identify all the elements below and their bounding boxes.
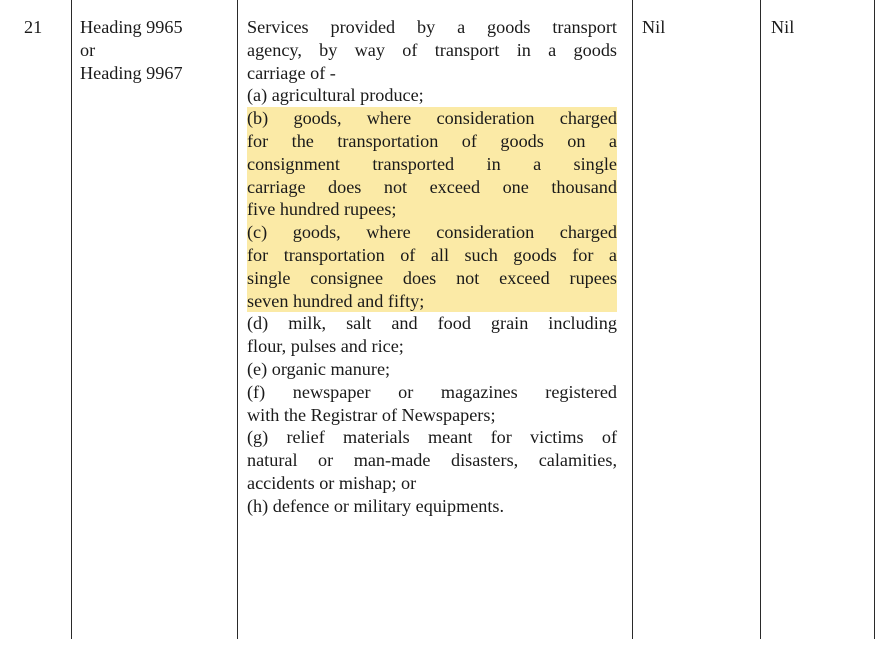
highlighted-description-line: for the transportation of goods on a — [247, 130, 617, 151]
description-cell — [247, 16, 617, 518]
description-line: (d) milk, salt and food grain including — [247, 313, 617, 334]
highlighted-description-line: five hundred rupees; — [247, 198, 617, 221]
description-line: flour, pulses and rice; — [247, 336, 404, 357]
description-line: natural or man-made disasters, calamities, — [247, 450, 617, 471]
description-line: agency, by way of transport in a goods — [247, 39, 617, 60]
description-line: with the Registrar of Newspapers; — [247, 404, 496, 425]
description-line: carriage of - — [247, 62, 336, 83]
column-divider — [237, 0, 238, 639]
highlighted-description-line: for transportation of all such goods for a — [247, 244, 617, 265]
heading-cell — [80, 16, 240, 84]
column-divider — [632, 0, 633, 639]
column-divider — [760, 0, 761, 639]
rate-cell: Nil — [642, 17, 666, 37]
heading-line: Heading 9965 — [80, 17, 183, 37]
heading-line: or — [80, 39, 96, 60]
serial-number: 21 — [24, 17, 43, 37]
highlighted-description-line: (b) goods, where consideration charged — [247, 108, 617, 129]
condition-cell: Nil — [771, 17, 795, 37]
highlighted-description-line: carriage does not exceed one thousand — [247, 176, 617, 197]
description-line: (h) defence or military equipments. — [247, 495, 505, 516]
description-line: Services provided by a goods transport — [247, 17, 617, 37]
description-line: (a) agricultural produce; — [247, 85, 424, 106]
description-line: (e) organic manure; — [247, 358, 391, 379]
description-line: (f) newspaper or magazines registered — [247, 381, 617, 402]
column-divider — [71, 0, 72, 639]
highlighted-description-line: single consignee does not exceed rupees — [247, 267, 617, 288]
heading-line: Heading 9967 — [80, 62, 183, 83]
description-line: accidents or mishap; or — [247, 472, 417, 493]
highlighted-description-line: seven hundred and fifty; — [247, 290, 617, 313]
description-line: (g) relief materials meant for victims of — [247, 427, 617, 448]
column-divider — [874, 0, 875, 639]
highlighted-description-line: (c) goods, where consideration charged — [247, 222, 617, 243]
highlighted-description-line: consignment transported in a single — [247, 153, 617, 174]
